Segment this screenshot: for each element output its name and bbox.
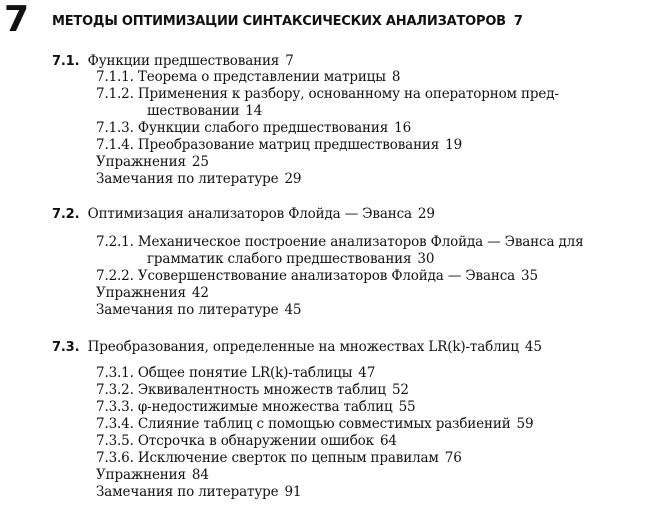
entry-text: 7.3.6. Исключение сверток по цепным правилам bbox=[96, 450, 439, 466]
entry-page: 76 bbox=[444, 450, 462, 466]
entry-page: 64 bbox=[379, 433, 397, 449]
entry-text: Упражнения bbox=[96, 154, 186, 170]
toc-entry-continuation bbox=[147, 103, 262, 119]
entry-text: 7.3.2. Эквивалентность множеств таблиц bbox=[96, 382, 386, 398]
section-title: Преобразования, определенные на множествах LR(k)-таблиц bbox=[87, 339, 519, 355]
entry-page: 35 bbox=[521, 268, 538, 284]
entry-page: 19 bbox=[445, 137, 463, 153]
entry-page: 8 bbox=[391, 69, 401, 85]
chapter-number: 7 bbox=[4, 0, 30, 40]
entry-page: 42 bbox=[191, 285, 209, 301]
entry-text-cont: шествовании bbox=[147, 103, 240, 119]
toc-entry bbox=[96, 467, 209, 483]
entry-text: 7.2.2. Усовершенствование анализаторов Флойда — Эванса bbox=[96, 268, 516, 284]
entry-page: 45 bbox=[284, 302, 302, 318]
toc-entry bbox=[96, 137, 462, 153]
toc-entry bbox=[96, 120, 411, 136]
entry-text: 7.1.3. Функции слабого предшествования bbox=[96, 120, 389, 136]
entry-text: Замечания по литературе bbox=[96, 302, 279, 318]
toc-entry bbox=[96, 268, 538, 284]
toc-entry bbox=[96, 416, 533, 432]
entry-text: 7.2.1. Механическое построение анализаторов Флойда — Эванса для bbox=[96, 234, 584, 250]
chapter-title: МЕТОДЫ ОПТИМИЗАЦИИ СИНТАКСИЧЕСКИХ АНАЛИЗАТОРОВ bbox=[52, 14, 506, 29]
entry-text: Замечания по литературе bbox=[96, 171, 279, 187]
entry-text: Упражнения bbox=[96, 467, 186, 483]
section-page: 7 bbox=[285, 53, 294, 69]
toc-entry bbox=[96, 399, 415, 415]
entry-text: Замечания по литературе bbox=[96, 484, 279, 500]
entry-text: Упражнения bbox=[96, 285, 186, 301]
entry-page: 14 bbox=[245, 103, 263, 119]
entry-page: 47 bbox=[358, 365, 376, 381]
section-number: 7.3. bbox=[52, 340, 80, 355]
section-number: 7.1. bbox=[52, 54, 80, 69]
toc-entry bbox=[96, 302, 301, 318]
toc-entry-continuation bbox=[147, 251, 434, 267]
toc-entry bbox=[96, 234, 583, 250]
entry-page: 29 bbox=[284, 171, 302, 187]
section-title: Оптимизация анализаторов Флойда — Эванса bbox=[87, 206, 412, 222]
entry-page: 30 bbox=[417, 251, 435, 267]
toc-entry bbox=[96, 86, 559, 102]
chapter-page: 7 bbox=[513, 14, 523, 29]
section-number: 7.2. bbox=[52, 207, 80, 222]
entry-page: 55 bbox=[398, 399, 416, 415]
toc-entry bbox=[96, 365, 375, 381]
entry-text: 7.3.3. φ-недостижимые множества таблиц bbox=[96, 399, 393, 415]
section-heading bbox=[52, 53, 294, 70]
toc-entry bbox=[96, 433, 397, 449]
toc-entry bbox=[96, 450, 462, 466]
toc-entry bbox=[96, 382, 409, 398]
entry-page: 59 bbox=[516, 416, 534, 432]
section-title: Функции предшествования bbox=[87, 53, 280, 69]
entry-page: 91 bbox=[284, 484, 302, 500]
chapter-title-line bbox=[52, 14, 523, 30]
entry-page: 25 bbox=[191, 154, 209, 170]
entry-text: 7.1.1. Теорема о представлении матрицы bbox=[96, 69, 386, 85]
toc-entry bbox=[96, 171, 301, 187]
entry-text: 7.3.1. Общее понятие LR(k)-таблицы bbox=[96, 365, 353, 381]
section-heading bbox=[52, 339, 542, 356]
section-page: 45 bbox=[524, 339, 542, 355]
toc-entry bbox=[96, 69, 400, 85]
entry-text: 7.3.4. Слияние таблиц с помощью совместимых разбиений bbox=[96, 416, 511, 432]
entry-page: 52 bbox=[391, 382, 409, 398]
toc-entry bbox=[96, 285, 209, 301]
entry-page: 16 bbox=[394, 120, 412, 136]
entry-text: 7.1.2. Применения к разбору, основанному на операторном пред- bbox=[96, 86, 559, 102]
entry-text-cont: грамматик слабого предшествования bbox=[147, 251, 412, 267]
section-page: 29 bbox=[417, 206, 435, 222]
section-heading bbox=[52, 206, 435, 223]
entry-page: 84 bbox=[191, 467, 209, 483]
toc-entry bbox=[96, 154, 209, 170]
toc-entry bbox=[96, 484, 301, 500]
entry-text: 7.1.4. Преобразование матриц предшествования bbox=[96, 137, 440, 153]
entry-text: 7.3.5. Отсрочка в обнаружении ошибок bbox=[96, 433, 374, 449]
